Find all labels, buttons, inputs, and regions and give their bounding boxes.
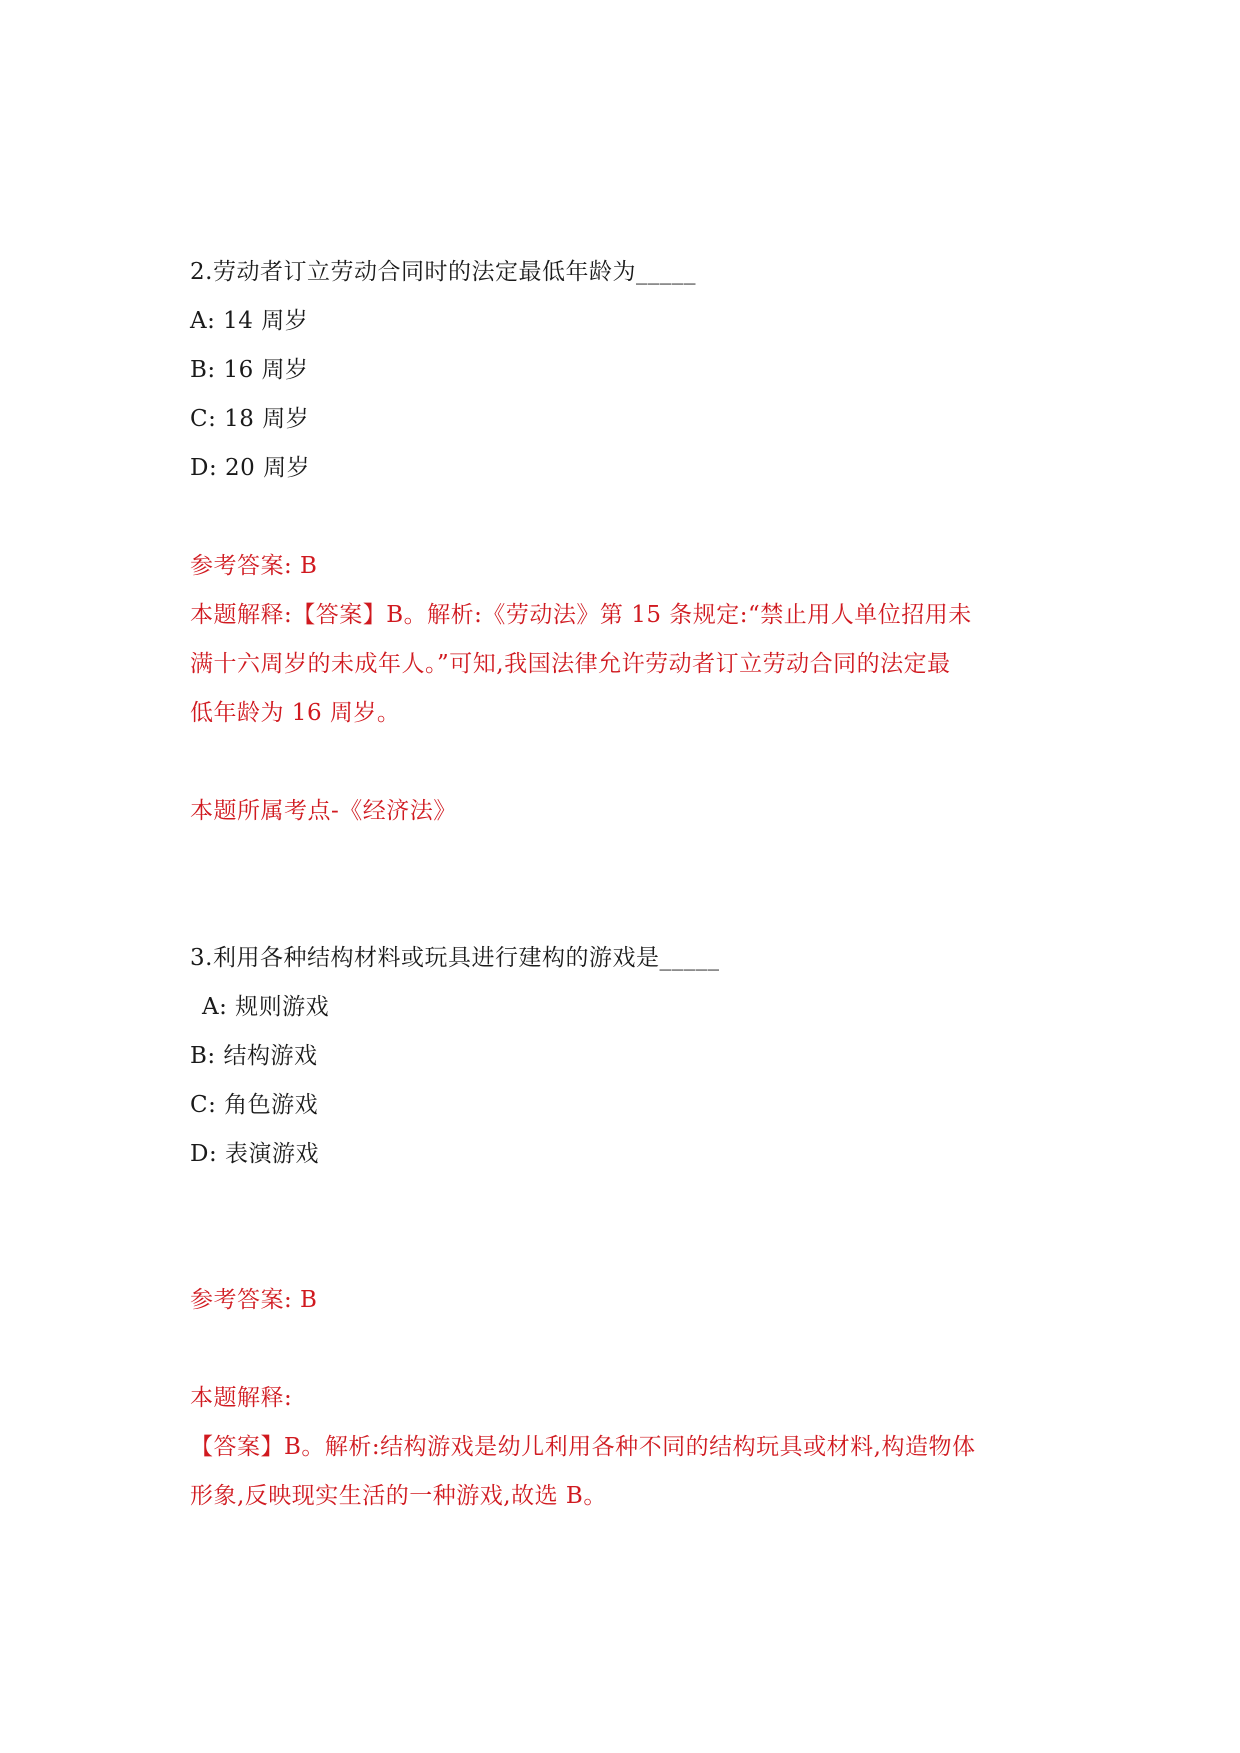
option-a: A: 14 周岁 <box>190 308 309 334</box>
option-c: C: 18 周岁 <box>190 406 310 432</box>
topic-line: 本题所属考点-《经济法》 <box>190 798 457 824</box>
question-stem: 2.劳动者订立劳动合同时的法定最低年龄为_____ <box>190 259 696 285</box>
option-a: A: 规则游戏 <box>202 994 330 1020</box>
reference-answer: 参考答案: B <box>190 553 318 579</box>
explanation-line: 满十六周岁的未成年人。”可知,我国法律允许劳动者订立劳动合同的法定最 <box>190 651 951 677</box>
explanation-line: 低年龄为 16 周岁。 <box>190 700 401 726</box>
reference-answer: 参考答案: B <box>190 1287 318 1313</box>
option-b: B: 结构游戏 <box>190 1043 318 1069</box>
explanation-heading: 本题解释: <box>190 1385 293 1411</box>
option-d: D: 表演游戏 <box>190 1141 320 1167</box>
explanation-line: 本题解释:【答案】B。解析:《劳动法》第 15 条规定:“禁止用人单位招用未 <box>190 602 972 628</box>
explanation-line: 形象,反映现实生活的一种游戏,故选 B。 <box>190 1483 607 1509</box>
explanation-line: 【答案】B。解析:结构游戏是幼儿利用各种不同的结构玩具或材料,构造物体 <box>190 1434 976 1460</box>
option-c: C: 角色游戏 <box>190 1092 319 1118</box>
option-d: D: 20 周岁 <box>190 455 311 481</box>
question-stem: 3.利用各种结构材料或玩具进行建构的游戏是_____ <box>190 945 720 971</box>
option-b: B: 16 周岁 <box>190 357 309 383</box>
